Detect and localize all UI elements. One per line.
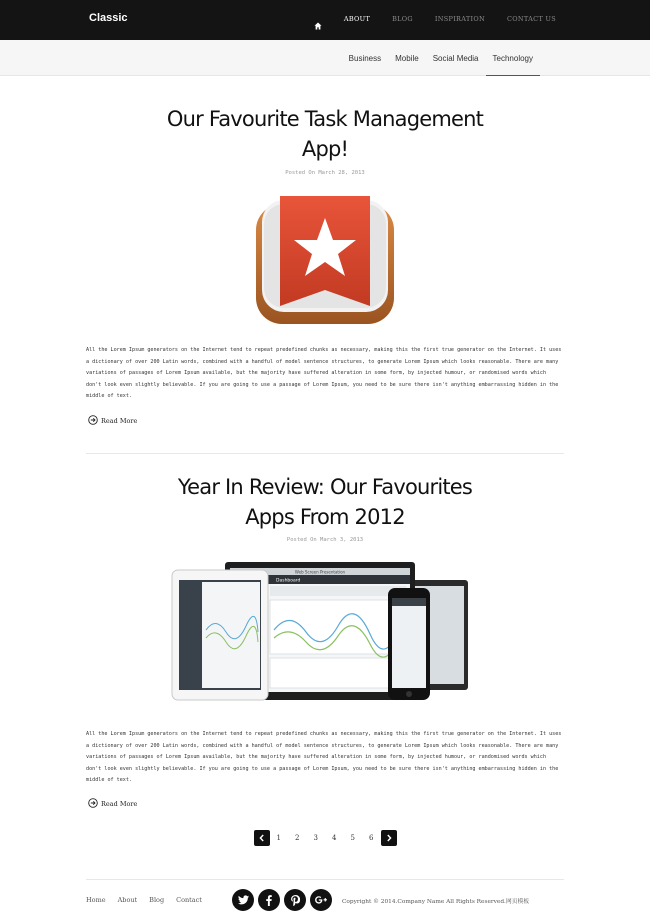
- footer-link-home[interactable]: Home: [86, 896, 106, 904]
- category-bar: [0, 40, 650, 76]
- copyright-text: Copyright © 2014.Company Name All Rights Reserved.网页模板: [342, 899, 530, 905]
- home-icon[interactable]: [314, 15, 322, 23]
- category-mobile[interactable]: Mobile: [395, 54, 419, 63]
- social-links: [232, 889, 332, 911]
- arrow-circle-right-icon: [88, 415, 98, 427]
- post-title-line: Apps From 2012: [245, 505, 405, 529]
- google-plus-icon[interactable]: [310, 889, 332, 911]
- post-date: Posted On March 28, 2013: [285, 170, 365, 176]
- twitter-icon[interactable]: [232, 889, 254, 911]
- footer-link-blog[interactable]: Blog: [149, 896, 165, 904]
- dashboard-label: Dashboard: [276, 578, 301, 584]
- pagination: [0, 830, 650, 846]
- page-link[interactable]: 5: [350, 834, 355, 842]
- category-nav: [342, 40, 540, 76]
- page-link[interactable]: 3: [313, 834, 318, 842]
- post-title-line: Year In Review: Our Favourites: [177, 475, 473, 499]
- read-more-label: Read More: [101, 417, 138, 425]
- category-business[interactable]: Business: [348, 54, 382, 63]
- page-link[interactable]: 4: [332, 834, 337, 842]
- page-link[interactable]: 1: [276, 834, 281, 842]
- chevron-left-icon[interactable]: [254, 830, 270, 846]
- footer-link-about[interactable]: About: [117, 896, 138, 904]
- main-nav: [314, 15, 556, 23]
- read-more-link[interactable]: [88, 798, 137, 810]
- footer-link-contact[interactable]: Contact: [176, 896, 202, 904]
- post-excerpt: All the Lorem Ipsum generators on the Internet tend to repeat predefined chunks as necessary, making this the first true generator on the Internet. It uses a dictionary of over 200 Latin words, combined with a handful of model sentence structures, to generate Lorem Ipsum which looks reasonable. There are many variations of passages of Lorem Ipsum available, but the majority have suffered alteration in some form, by injected humour, or randomised words which don't look even slightly believable. If you are going to use a passage of Lorem Ipsum, you need to be sure there isn't anything embarrassing hidden in the middle of text.: [86, 347, 562, 400]
- post-excerpt: All the Lorem Ipsum generators on the Internet tend to repeat predefined chunks as necessary, making this the first true generator on the Internet. It uses a dictionary of over 200 Latin words, combined with a handful of model sentence structures, to generate Lorem Ipsum which looks reasonable. There are many variations of passages of Lorem Ipsum available, but the majority have suffered alteration in some form, by injected humour, or randomised words which don't look even slightly believable. If you are going to use a passage of Lorem Ipsum, you need to be sure there isn't anything embarrassing hidden in the middle of text.: [86, 731, 562, 784]
- nav-item-blog[interactable]: BLOG: [392, 15, 413, 23]
- nav-item-contact-us[interactable]: CONTACT US: [507, 15, 556, 23]
- devices-app-image[interactable]: [170, 560, 496, 710]
- read-more-label: Read More: [101, 800, 138, 808]
- arrow-circle-right-icon: [88, 798, 98, 810]
- page-link[interactable]: 2: [295, 834, 300, 842]
- post-divider: [86, 453, 564, 454]
- category-social-media[interactable]: Social Media: [432, 54, 479, 63]
- post-title-line: App!: [301, 137, 349, 161]
- wunderlist-app-image[interactable]: [250, 190, 400, 330]
- chevron-right-icon[interactable]: [381, 830, 397, 846]
- page-link[interactable]: 6: [369, 834, 374, 842]
- post-title[interactable]: [0, 104, 650, 164]
- post-date: Posted On March 3, 2013: [286, 537, 364, 543]
- footer-divider: [86, 879, 564, 880]
- screen-title: Web Screen Presentation: [294, 569, 346, 575]
- read-more-link[interactable]: [88, 415, 137, 427]
- site-logo[interactable]: Classic: [89, 12, 128, 24]
- category-technology[interactable]: Technology: [486, 40, 540, 76]
- facebook-icon[interactable]: [258, 889, 280, 911]
- pinterest-icon[interactable]: [284, 889, 306, 911]
- post-title[interactable]: [0, 472, 650, 532]
- top-navbar: [0, 0, 650, 40]
- post-title-line: Our Favourite Task Management: [166, 107, 484, 131]
- footer-links: [86, 896, 202, 904]
- nav-item-about[interactable]: ABOUT: [343, 15, 371, 23]
- nav-item-inspiration[interactable]: INSPIRATION: [434, 15, 486, 23]
